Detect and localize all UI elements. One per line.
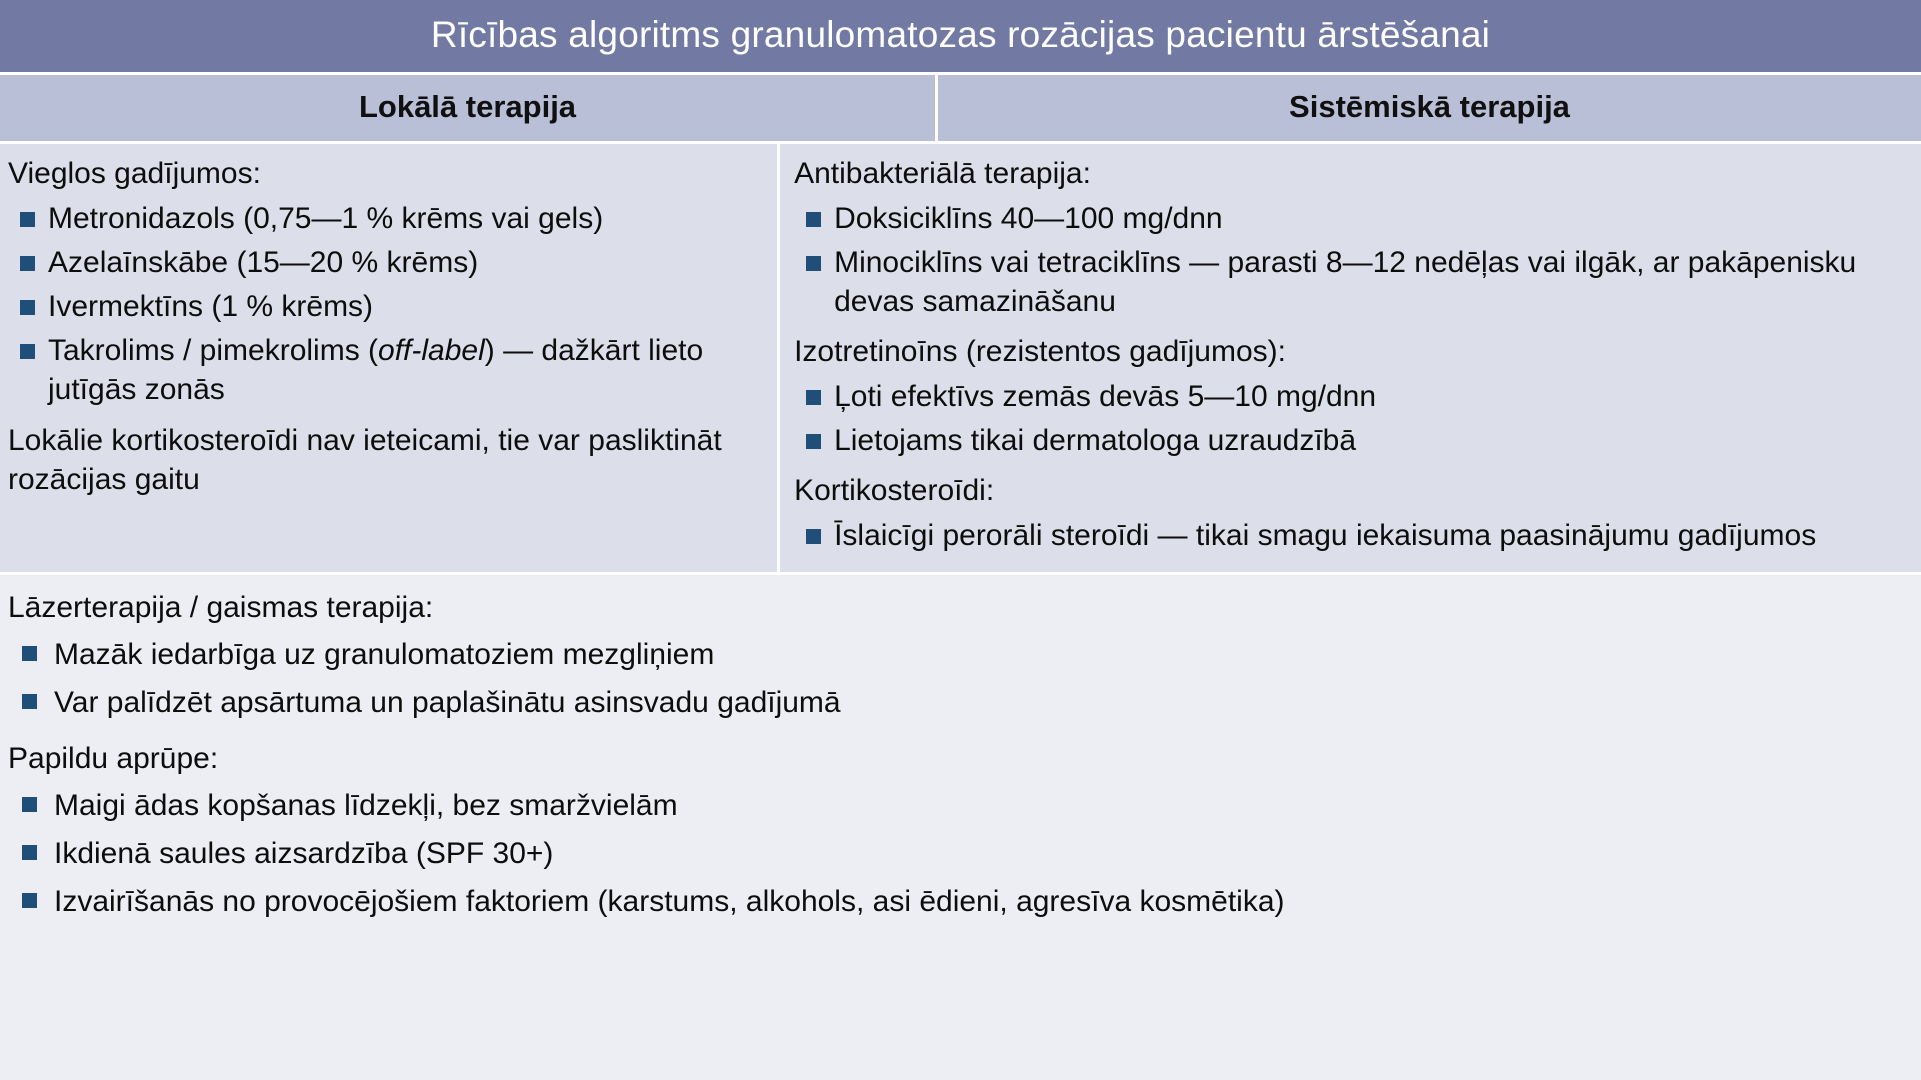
group-additional-care: [8, 738, 1909, 926]
group-lead-mild-cases: Vieglos gadījumos:: [8, 157, 261, 191]
bullet-square-icon: [22, 694, 37, 709]
list-item-text: Ivermektīns (1 % krēms): [48, 290, 374, 324]
list-item: [8, 878, 1909, 926]
list-item-text: Lietojams tikai dermatologa uzraudzībā: [834, 424, 1357, 458]
two-column-body: [0, 141, 1921, 572]
list-item-text: Mazāk iedarbīga uz granulomatoziem mezgliņiem: [54, 638, 715, 672]
cell-local-therapy: [0, 144, 780, 572]
list-item: [8, 830, 1909, 878]
bullet-square-icon: [22, 797, 37, 812]
list-item: [8, 782, 1909, 830]
list-item: [794, 419, 1913, 463]
list-item-text: Ļoti efektīvs zemās devās 5—10 mg/dnn: [834, 380, 1377, 414]
list-item-text: Var palīdzēt apsārtuma un paplašinātu asinsvadu gadījumā: [54, 686, 841, 720]
column-header-row: [0, 72, 1921, 141]
list-item: [8, 631, 1909, 679]
column-header-systemic-therapy: Sistēmiskā terapija: [1289, 89, 1570, 125]
list-item-text: Ikdienā saules aizsardzība (SPF 30+): [54, 837, 554, 871]
bullet-list-additional-care: [8, 782, 1909, 926]
group-lead-additional-care: Papildu aprūpe:: [8, 742, 219, 776]
bullet-square-icon: [806, 434, 821, 449]
list-item: [8, 285, 765, 329]
bullet-square-icon: [20, 300, 35, 315]
bullet-square-icon: [806, 212, 821, 227]
bullet-list-antibacterial: [794, 197, 1913, 324]
group-isotretinoin: [794, 331, 1913, 463]
list-item-text: Izvairīšanās no provocējošiem faktoriem (karstums, alkohols, asi ēdieni, agresīva kosmētika): [54, 885, 1285, 919]
bullet-square-icon: [20, 256, 35, 271]
bullet-square-icon: [22, 646, 37, 661]
bullet-square-icon: [20, 212, 35, 227]
list-item: [8, 329, 765, 412]
list-item-text-prefix: Takrolims / pimekrolims (: [48, 334, 379, 368]
bullet-square-icon: [22, 893, 37, 908]
list-item: [8, 241, 765, 285]
group-lead-isotretinoin: Izotretinoīns (rezistentos gadījumos):: [794, 335, 1286, 369]
list-item-text: Maigi ādas kopšanas līdzekļi, bez smaržvielām: [54, 789, 678, 823]
column-header-local-therapy: Lokālā terapija: [0, 75, 938, 141]
bullet-square-icon: [806, 529, 821, 544]
list-item-text: Azelaīnskābe (15—20 % krēms): [48, 246, 479, 280]
group-lead-antibacterial: Antibakteriālā terapija:: [794, 157, 1091, 191]
list-item-text-suffix: ) — dažkārt lieto jutīgās zonās: [48, 334, 704, 407]
bullet-square-icon: [806, 256, 821, 271]
group-antibacterial-therapy: [794, 153, 1913, 324]
full-width-supplementary-block: [0, 572, 1921, 1080]
table-title: Rīcības algoritms granulomatozas rozācijas pacientu ārstēšanai: [0, 0, 1921, 72]
group-corticosteroids: [794, 470, 1913, 558]
list-item: [8, 679, 1909, 727]
bullet-square-icon: [806, 390, 821, 405]
list-item-text: Minociklīns vai tetraciklīns — parasti 8—12 nedēļas vai ilgāk, ar pakāpenisku devas samazināšanu: [834, 246, 1857, 319]
list-item: [794, 375, 1913, 419]
bullet-list-laser-therapy: [8, 631, 1909, 727]
list-item: [8, 197, 765, 241]
local-corticosteroid-note: Lokālie kortikosteroīdi nav ieteicami, tie var pasliktināt rozācijas gaitu: [8, 424, 722, 497]
bullet-list-local-mild: [8, 197, 765, 412]
bullet-list-isotretinoin: [794, 375, 1913, 463]
cell-systemic-therapy: [780, 144, 1921, 572]
group-lead-laser-therapy: Lāzerterapija / gaismas terapija:: [8, 591, 434, 625]
list-item-text: Doksiciklīns 40—100 mg/dnn: [834, 202, 1223, 236]
list-item-text: Metronidazols (0,75—1 % krēms vai gels): [48, 202, 604, 236]
bullet-square-icon: [22, 845, 37, 860]
bullet-list-corticosteroids: [794, 514, 1913, 558]
group-lead-corticosteroids: Kortikosteroīdi:: [794, 474, 995, 508]
list-item: [794, 197, 1913, 241]
list-item: [794, 241, 1913, 324]
group-laser-light-therapy: [8, 587, 1909, 727]
list-item-text: [48, 334, 703, 406]
list-item-text-emphasis: off-label: [378, 334, 485, 368]
bullet-square-icon: [20, 344, 35, 359]
list-item-text: Īslaicīgi perorāli steroīdi — tikai smagu iekaisuma paasinājumu gadījumos: [834, 519, 1817, 553]
list-item: [794, 514, 1913, 558]
group-mild-cases: [8, 153, 765, 412]
